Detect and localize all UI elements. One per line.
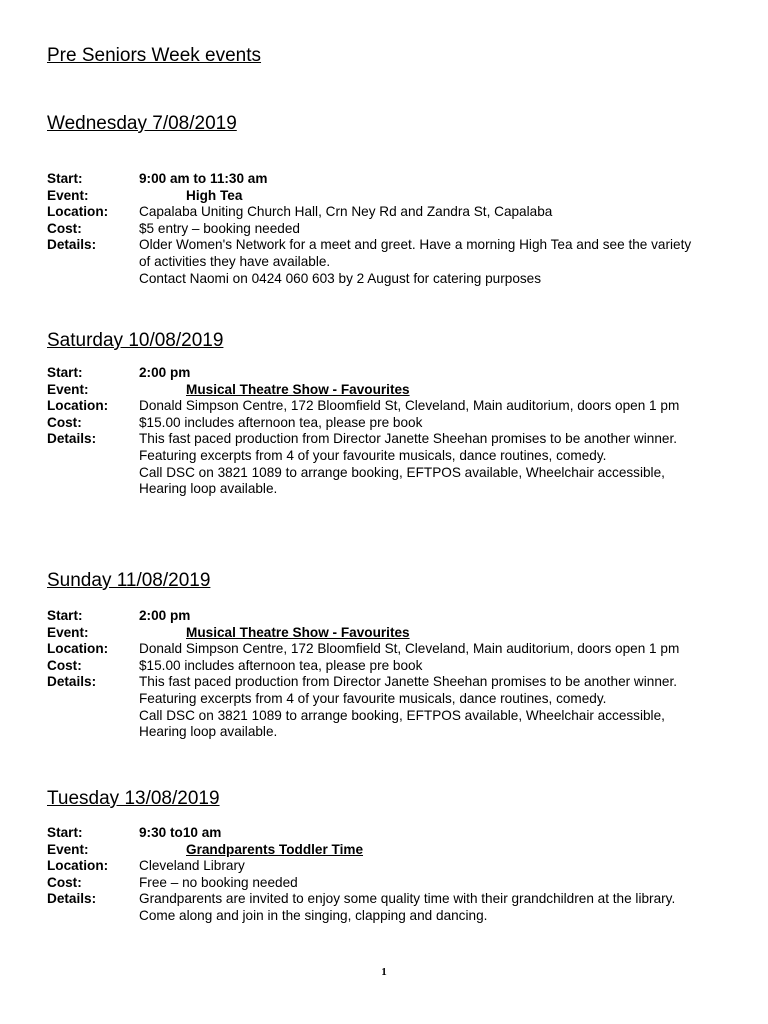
event-value: High Tea (186, 187, 243, 203)
location-row (47, 398, 679, 415)
details-value (139, 674, 677, 740)
start-value: 9:30 to10 am (139, 825, 222, 840)
start-row (47, 608, 679, 625)
details-value (139, 891, 675, 924)
start-value: 2:00 pm (139, 608, 191, 623)
event-fields (47, 608, 679, 741)
start-label: Start: (47, 825, 83, 840)
details-value (139, 431, 677, 497)
cost-label: Cost: (47, 657, 82, 673)
event-section-sunday (47, 570, 679, 741)
cost-row (47, 415, 679, 432)
page-title: Pre Seniors Week events (47, 45, 262, 66)
details-label: Details: (47, 431, 97, 447)
cost-label: Cost: (47, 220, 82, 236)
details-line: Contact Naomi on 0424 060 603 by 2 August for catering purposes (139, 270, 542, 286)
event-label: Event: (47, 624, 89, 640)
cost-row (47, 221, 691, 238)
day-heading: Tuesday 13/08/2019 (47, 788, 220, 809)
details-line: This fast paced production from Director Janette Sheehan promises to be another winner. (139, 431, 678, 447)
start-row (47, 171, 691, 188)
location-label: Location: (47, 398, 109, 414)
event-section-tuesday (47, 788, 675, 925)
event-label: Event: (47, 187, 89, 203)
details-line: Call DSC on 3821 1089 to arrange booking, EFTPOS available, Wheelchair accessible, (139, 707, 665, 723)
details-line: Grandparents are invited to enjoy some quality time with their grandchildren at the library. (139, 891, 676, 907)
cost-value: $15.00 includes afternoon tea, please pre book (139, 414, 423, 430)
start-row (47, 365, 679, 382)
location-row (47, 641, 679, 658)
cost-row (47, 875, 675, 892)
details-label: Details: (47, 891, 97, 907)
details-row (47, 674, 679, 740)
event-fields (47, 365, 679, 498)
event-section-wednesday (47, 113, 691, 287)
cost-value: Free – no booking needed (139, 874, 298, 890)
start-value: 9:00 am to 11:30 am (139, 171, 268, 186)
details-line: Featuring excerpts from 4 of your favourite musicals, dance routines, comedy. (139, 690, 607, 706)
details-line: Older Women's Network for a meet and greet. Have a morning High Tea and see the variety (139, 237, 692, 253)
details-row (47, 237, 691, 287)
event-fields (47, 171, 691, 287)
start-value: 2:00 pm (139, 365, 191, 380)
location-value: Cleveland Library (139, 858, 245, 874)
details-line: Hearing loop available. (139, 481, 278, 497)
location-value: Capalaba Uniting Church Hall, Crn Ney Rd and Zandra St, Capalaba (139, 204, 553, 220)
cost-row (47, 658, 679, 675)
details-value (139, 237, 691, 287)
cost-label: Cost: (47, 874, 82, 890)
cost-value: $15.00 includes afternoon tea, please pre book (139, 657, 423, 673)
event-row (47, 625, 679, 642)
details-row (47, 891, 675, 924)
event-row (47, 382, 679, 399)
cost-label: Cost: (47, 414, 82, 430)
location-label: Location: (47, 641, 109, 657)
location-value: Donald Simpson Centre, 172 Bloomfield St, Cleveland, Main auditorium, doors open 1 pm (139, 398, 680, 414)
page-number: 1 (381, 966, 387, 978)
event-row (47, 188, 691, 205)
event-value: Musical Theatre Show - Favourites (186, 381, 410, 397)
start-label: Start: (47, 608, 83, 623)
start-label: Start: (47, 365, 83, 380)
details-line: Featuring excerpts from 4 of your favourite musicals, dance routines, comedy. (139, 447, 607, 463)
location-row (47, 858, 675, 875)
details-row (47, 431, 679, 497)
details-label: Details: (47, 674, 97, 690)
day-heading: Sunday 11/08/2019 (47, 570, 211, 591)
event-value: Musical Theatre Show - Favourites (186, 624, 410, 640)
event-section-saturday (47, 330, 679, 498)
day-heading: Saturday 10/08/2019 (47, 330, 224, 351)
location-value: Donald Simpson Centre, 172 Bloomfield St, Cleveland, Main auditorium, doors open 1 pm (139, 641, 680, 657)
details-line: This fast paced production from Director Janette Sheehan promises to be another winner. (139, 674, 678, 690)
start-row (47, 825, 675, 842)
event-row (47, 842, 675, 859)
event-label: Event: (47, 381, 89, 397)
details-label: Details: (47, 237, 97, 253)
event-fields (47, 825, 675, 925)
location-label: Location: (47, 204, 109, 220)
location-label: Location: (47, 858, 109, 874)
event-label: Event: (47, 841, 89, 857)
cost-value: $5 entry – booking needed (139, 220, 300, 236)
event-value: Grandparents Toddler Time (186, 841, 364, 857)
day-heading: Wednesday 7/08/2019 (47, 113, 237, 134)
details-line: Call DSC on 3821 1089 to arrange booking, EFTPOS available, Wheelchair accessible, (139, 464, 665, 480)
details-line: Hearing loop available. (139, 724, 278, 740)
details-line: Come along and join in the singing, clapping and dancing. (139, 907, 488, 923)
start-label: Start: (47, 171, 83, 186)
details-line: of activities they have available. (139, 253, 331, 269)
location-row (47, 204, 691, 221)
